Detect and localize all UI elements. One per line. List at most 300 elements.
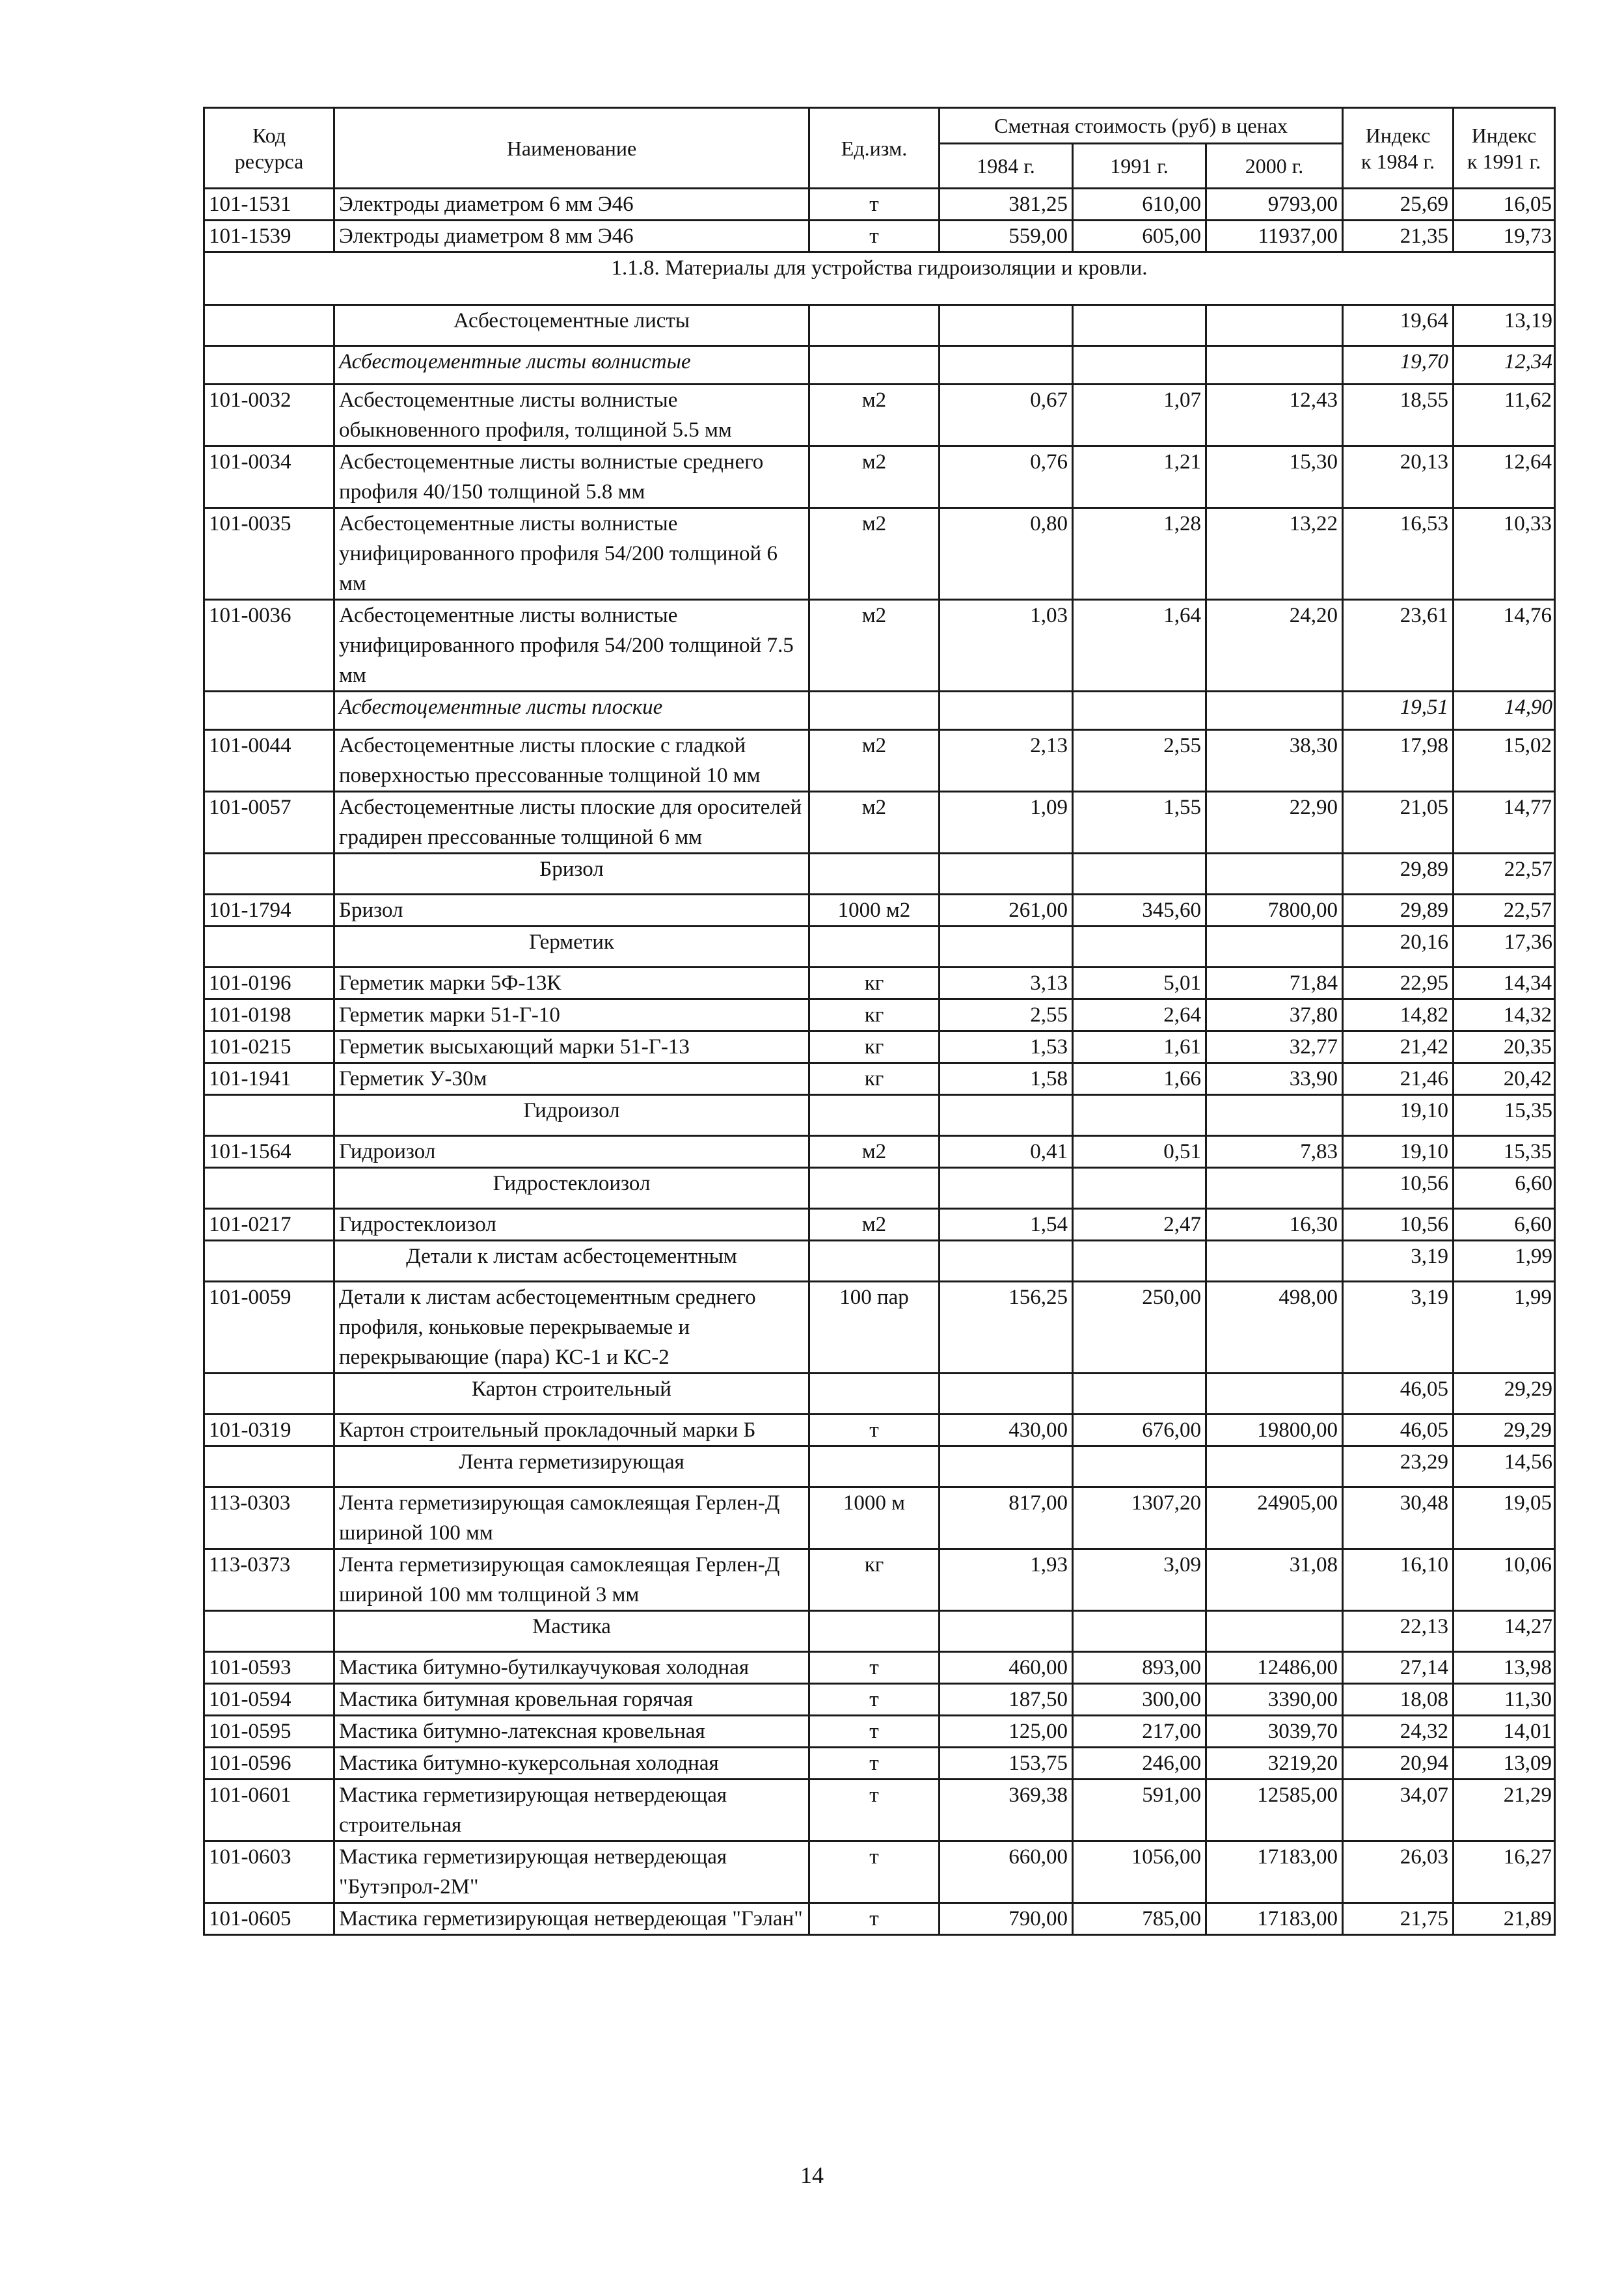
cost-1984: 2,13	[940, 730, 1073, 792]
empty-cell	[1206, 1374, 1343, 1415]
empty-cell	[1206, 854, 1343, 895]
group-index-1991: 17,36	[1454, 927, 1555, 968]
resource-code: 101-0601	[204, 1780, 334, 1841]
table-row	[204, 508, 1555, 600]
cost-1991: 1056,00	[1073, 1841, 1206, 1903]
resource-code: 101-0044	[204, 730, 334, 792]
table-row	[204, 600, 1555, 692]
group-index-1991: 14,27	[1454, 1611, 1555, 1652]
cost-1991: 893,00	[1073, 1652, 1206, 1684]
resource-code: 101-1531	[204, 189, 334, 221]
empty-cell	[940, 1611, 1073, 1652]
table-row	[204, 1748, 1555, 1780]
table-row	[204, 1780, 1555, 1841]
cost-1984: 2,55	[940, 999, 1073, 1031]
col-code-header: Код ресурса	[204, 108, 334, 189]
empty-cell	[809, 1374, 940, 1415]
index-1991: 12,64	[1454, 446, 1555, 508]
index-1991: 19,73	[1454, 221, 1555, 252]
group-index-1991: 29,29	[1454, 1374, 1555, 1415]
cost-1984: 369,38	[940, 1780, 1073, 1841]
index-1984: 20,94	[1343, 1748, 1454, 1780]
empty-cell	[809, 346, 940, 385]
cost-2000: 32,77	[1206, 1031, 1343, 1063]
cost-1991: 1,55	[1073, 792, 1206, 854]
resource-code: 101-0594	[204, 1684, 334, 1716]
index-1984: 21,46	[1343, 1063, 1454, 1095]
group-index-1984: 46,05	[1343, 1374, 1454, 1415]
empty-cell	[1073, 927, 1206, 968]
cost-1984: 187,50	[940, 1684, 1073, 1716]
cost-1991: 1,07	[1073, 385, 1206, 446]
cost-1984: 0,41	[940, 1136, 1073, 1168]
cost-1984: 790,00	[940, 1903, 1073, 1935]
group-header-row	[204, 305, 1555, 346]
index-1984: 26,03	[1343, 1841, 1454, 1903]
cost-1984: 261,00	[940, 895, 1073, 927]
empty-cell	[204, 305, 334, 346]
resource-code: 101-0217	[204, 1209, 334, 1241]
cost-1991: 1,61	[1073, 1031, 1206, 1063]
unit-of-measure: м2	[809, 508, 940, 600]
index-1984: 21,75	[1343, 1903, 1454, 1935]
unit-of-measure: 100 пар	[809, 1282, 940, 1374]
cost-2000: 33,90	[1206, 1063, 1343, 1095]
empty-cell	[1073, 1374, 1206, 1415]
group-header-row	[204, 927, 1555, 968]
empty-cell	[1073, 1241, 1206, 1282]
cost-1991: 1,21	[1073, 446, 1206, 508]
empty-cell	[204, 927, 334, 968]
index-1984: 21,35	[1343, 221, 1454, 252]
cost-2000: 9793,00	[1206, 189, 1343, 221]
cost-1991: 1,66	[1073, 1063, 1206, 1095]
cost-2000: 11937,00	[1206, 221, 1343, 252]
subgroup-title: Асбестоцементные листы волнистые	[334, 346, 809, 385]
unit-of-measure: кг	[809, 968, 940, 999]
index-1991: 15,02	[1454, 730, 1555, 792]
group-index-1991: 22,57	[1454, 854, 1555, 895]
unit-of-measure: т	[809, 221, 940, 252]
cost-1991: 605,00	[1073, 221, 1206, 252]
cost-1991: 2,47	[1073, 1209, 1206, 1241]
unit-of-measure: м2	[809, 1209, 940, 1241]
group-header-row	[204, 1241, 1555, 1282]
empty-cell	[809, 692, 940, 730]
cost-1984: 1,03	[940, 600, 1073, 692]
section-title-row	[204, 252, 1555, 305]
unit-of-measure: т	[809, 1716, 940, 1748]
subgroup-index-1984: 19,70	[1343, 346, 1454, 385]
col-unit-header: Ед.изм.	[809, 108, 940, 189]
cost-1991: 345,60	[1073, 895, 1206, 927]
index-1991: 14,77	[1454, 792, 1555, 854]
group-title: Картон строительный	[334, 1374, 809, 1415]
resource-name: Бризол	[334, 895, 809, 927]
index-1991: 10,06	[1454, 1549, 1555, 1611]
table-row	[204, 730, 1555, 792]
col-name-header: Наименование	[334, 108, 809, 189]
table-row	[204, 221, 1555, 252]
group-title: Гидроизол	[334, 1095, 809, 1136]
resource-name: Асбестоцементные листы волнистые унифицированного профиля 54/200 толщиной 6 мм	[334, 508, 809, 600]
index-1991: 14,34	[1454, 968, 1555, 999]
cost-2000: 38,30	[1206, 730, 1343, 792]
cost-1984: 1,93	[940, 1549, 1073, 1611]
index-1991: 13,09	[1454, 1748, 1555, 1780]
index-1991: 21,29	[1454, 1780, 1555, 1841]
index-1984: 14,82	[1343, 999, 1454, 1031]
empty-cell	[940, 692, 1073, 730]
cost-1991: 1,64	[1073, 600, 1206, 692]
group-index-1984: 19,64	[1343, 305, 1454, 346]
resource-name: Электроды диаметром 8 мм Э46	[334, 221, 809, 252]
resource-name: Мастика битумно-кукерсольная холодная	[334, 1748, 809, 1780]
resource-name: Мастика герметизирующая нетвердеющая "Бутэпрол-2М"	[334, 1841, 809, 1903]
index-1991: 16,05	[1454, 189, 1555, 221]
index-1984: 18,08	[1343, 1684, 1454, 1716]
unit-of-measure: м2	[809, 446, 940, 508]
index-1991: 20,35	[1454, 1031, 1555, 1063]
resource-name: Мастика битумно-латексная кровельная	[334, 1716, 809, 1748]
subgroup-index-1991: 12,34	[1454, 346, 1555, 385]
cost-2000: 24905,00	[1206, 1487, 1343, 1549]
resource-code: 101-0036	[204, 600, 334, 692]
group-title: Герметик	[334, 927, 809, 968]
subgroup-title: Асбестоцементные листы плоские	[334, 692, 809, 730]
index-1984: 22,95	[1343, 968, 1454, 999]
table-row	[204, 895, 1555, 927]
index-1984: 19,10	[1343, 1136, 1454, 1168]
resource-name: Картон строительный прокладочный марки Б	[334, 1415, 809, 1446]
resource-code: 101-0319	[204, 1415, 334, 1446]
table-row	[204, 1903, 1555, 1935]
resource-name: Гидростеклоизол	[334, 1209, 809, 1241]
table-row	[204, 1136, 1555, 1168]
empty-cell	[940, 1168, 1073, 1209]
unit-of-measure: кг	[809, 1031, 940, 1063]
resource-code: 101-1564	[204, 1136, 334, 1168]
page-number: 14	[800, 2162, 824, 2188]
resource-name: Мастика герметизирующая нетвердеющая строительная	[334, 1780, 809, 1841]
empty-cell	[1073, 1095, 1206, 1136]
cost-1984: 559,00	[940, 221, 1073, 252]
table-row	[204, 1031, 1555, 1063]
cost-1991: 2,55	[1073, 730, 1206, 792]
group-index-1984: 20,16	[1343, 927, 1454, 968]
index-1991: 19,05	[1454, 1487, 1555, 1549]
subgroup-index-1991: 14,90	[1454, 692, 1555, 730]
cost-2000: 22,90	[1206, 792, 1343, 854]
group-title: Асбестоцементные листы	[334, 305, 809, 346]
index-1984: 30,48	[1343, 1487, 1454, 1549]
cost-2000: 12585,00	[1206, 1780, 1343, 1841]
empty-cell	[809, 1241, 940, 1282]
empty-cell	[809, 1446, 940, 1487]
cost-2000: 15,30	[1206, 446, 1343, 508]
cost-1984: 660,00	[940, 1841, 1073, 1903]
index-1984: 21,05	[1343, 792, 1454, 854]
resource-name: Асбестоцементные листы плоские для оросителей градирен прессованные толщиной 6 мм	[334, 792, 809, 854]
unit-of-measure: т	[809, 1903, 940, 1935]
empty-cell	[1073, 346, 1206, 385]
cost-1991: 246,00	[1073, 1748, 1206, 1780]
group-index-1984: 29,89	[1343, 854, 1454, 895]
resource-code: 101-0215	[204, 1031, 334, 1063]
subgroup-header-row	[204, 692, 1555, 730]
group-title: Мастика	[334, 1611, 809, 1652]
table-row	[204, 968, 1555, 999]
group-index-1984: 10,56	[1343, 1168, 1454, 1209]
unit-of-measure: т	[809, 1415, 940, 1446]
empty-cell	[1206, 1611, 1343, 1652]
section-title: 1.1.8. Материалы для устройства гидроизоляции и кровли.	[204, 252, 1555, 305]
col-index-1991-header: Индекс к 1991 г.	[1454, 108, 1555, 189]
resource-code: 101-0595	[204, 1716, 334, 1748]
empty-cell	[1073, 1168, 1206, 1209]
empty-cell	[940, 1446, 1073, 1487]
cost-2000: 19800,00	[1206, 1415, 1343, 1446]
unit-of-measure: т	[809, 1652, 940, 1684]
resource-code: 101-0593	[204, 1652, 334, 1684]
group-index-1984: 23,29	[1343, 1446, 1454, 1487]
empty-cell	[940, 1241, 1073, 1282]
cost-2000: 24,20	[1206, 600, 1343, 692]
col-2000-header: 2000 г.	[1206, 144, 1343, 189]
index-1991: 10,33	[1454, 508, 1555, 600]
index-1991: 1,99	[1454, 1282, 1555, 1374]
empty-cell	[204, 692, 334, 730]
group-index-1991: 13,19	[1454, 305, 1555, 346]
empty-cell	[809, 1168, 940, 1209]
empty-cell	[204, 1168, 334, 1209]
group-header-row	[204, 1095, 1555, 1136]
table-row	[204, 999, 1555, 1031]
resource-name: Мастика битумно-бутилкаучуковая холодная	[334, 1652, 809, 1684]
index-1984: 23,61	[1343, 600, 1454, 692]
col-index-1984-header: Индекс к 1984 г.	[1343, 108, 1454, 189]
group-header-row	[204, 1611, 1555, 1652]
group-header-row	[204, 1446, 1555, 1487]
unit-of-measure: т	[809, 1780, 940, 1841]
subgroup-index-1984: 19,51	[1343, 692, 1454, 730]
cost-2000: 12486,00	[1206, 1652, 1343, 1684]
cost-2000: 7,83	[1206, 1136, 1343, 1168]
empty-cell	[809, 854, 940, 895]
table-row	[204, 1063, 1555, 1095]
cost-1991: 610,00	[1073, 189, 1206, 221]
unit-of-measure: м2	[809, 600, 940, 692]
cost-1984: 156,25	[940, 1282, 1073, 1374]
empty-cell	[1206, 692, 1343, 730]
resource-name: Мастика герметизирующая нетвердеющая "Гэлан"	[334, 1903, 809, 1935]
resource-name: Асбестоцементные листы волнистые обыкновенного профиля, толщиной 5.5 мм	[334, 385, 809, 446]
empty-cell	[204, 1374, 334, 1415]
empty-cell	[809, 305, 940, 346]
col-1984-header: 1984 г.	[940, 144, 1073, 189]
table-row	[204, 1841, 1555, 1903]
cost-1991: 217,00	[1073, 1716, 1206, 1748]
empty-cell	[204, 854, 334, 895]
table-body	[204, 189, 1555, 1935]
index-1991: 11,30	[1454, 1684, 1555, 1716]
empty-cell	[940, 1095, 1073, 1136]
group-title: Детали к листам асбестоцементным	[334, 1241, 809, 1282]
unit-of-measure: 1000 м2	[809, 895, 940, 927]
table-row	[204, 1716, 1555, 1748]
empty-cell	[1206, 346, 1343, 385]
resource-code: 101-1941	[204, 1063, 334, 1095]
empty-cell	[204, 1446, 334, 1487]
group-index-1984: 22,13	[1343, 1611, 1454, 1652]
unit-of-measure: кг	[809, 1063, 940, 1095]
empty-cell	[204, 1241, 334, 1282]
resource-name: Герметик марки 5Ф-13К	[334, 968, 809, 999]
table-row	[204, 1209, 1555, 1241]
group-index-1991: 1,99	[1454, 1241, 1555, 1282]
col-cost-group-header: Сметная стоимость (руб) в ценах	[940, 108, 1343, 144]
cost-1984: 0,80	[940, 508, 1073, 600]
col-1991-header: 1991 г.	[1073, 144, 1206, 189]
group-header-row	[204, 1168, 1555, 1209]
table-row	[204, 189, 1555, 221]
index-1984: 24,32	[1343, 1716, 1454, 1748]
resource-name: Герметик высыхающий марки 51-Г-13	[334, 1031, 809, 1063]
resource-name: Асбестоцементные листы волнистые среднего профиля 40/150 толщиной 5.8 мм	[334, 446, 809, 508]
empty-cell	[1206, 1095, 1343, 1136]
index-1991: 14,32	[1454, 999, 1555, 1031]
cost-1991: 300,00	[1073, 1684, 1206, 1716]
resource-name: Детали к листам асбестоцементным среднего профиля, коньковые перекрываемые и перекрывающие (пара) КС-1 и КС-2	[334, 1282, 809, 1374]
index-1984: 10,56	[1343, 1209, 1454, 1241]
index-1984: 16,10	[1343, 1549, 1454, 1611]
resource-code: 101-1794	[204, 895, 334, 927]
cost-2000: 71,84	[1206, 968, 1343, 999]
empty-cell	[1073, 854, 1206, 895]
unit-of-measure: 1000 м	[809, 1487, 940, 1549]
cost-1984: 817,00	[940, 1487, 1073, 1549]
resource-code: 101-0059	[204, 1282, 334, 1374]
unit-of-measure: кг	[809, 999, 940, 1031]
cost-1984: 125,00	[940, 1716, 1073, 1748]
table-row	[204, 385, 1555, 446]
empty-cell	[1073, 1446, 1206, 1487]
group-title: Лента герметизирующая	[334, 1446, 809, 1487]
resource-code: 101-1539	[204, 221, 334, 252]
index-1984: 21,42	[1343, 1031, 1454, 1063]
empty-cell	[809, 1611, 940, 1652]
index-1984: 20,13	[1343, 446, 1454, 508]
cost-2000: 3039,70	[1206, 1716, 1343, 1748]
cost-1984: 430,00	[940, 1415, 1073, 1446]
index-1991: 21,89	[1454, 1903, 1555, 1935]
empty-cell	[1073, 305, 1206, 346]
cost-1984: 0,67	[940, 385, 1073, 446]
index-1991: 6,60	[1454, 1209, 1555, 1241]
index-1984: 29,89	[1343, 895, 1454, 927]
index-1984: 17,98	[1343, 730, 1454, 792]
index-1991: 16,27	[1454, 1841, 1555, 1903]
resource-code: 101-0198	[204, 999, 334, 1031]
cost-1984: 153,75	[940, 1748, 1073, 1780]
empty-cell	[204, 346, 334, 385]
unit-of-measure: кг	[809, 1549, 940, 1611]
group-header-row	[204, 1374, 1555, 1415]
cost-2000: 12,43	[1206, 385, 1343, 446]
index-1991: 22,57	[1454, 895, 1555, 927]
resource-name: Герметик У-30м	[334, 1063, 809, 1095]
resource-price-table	[203, 107, 1556, 1936]
index-1991: 20,42	[1454, 1063, 1555, 1095]
index-1984: 34,07	[1343, 1780, 1454, 1841]
empty-cell	[940, 305, 1073, 346]
resource-name: Мастика битумная кровельная горячая	[334, 1684, 809, 1716]
table-header	[204, 108, 1555, 189]
resource-name: Асбестоцементные листы волнистые унифицированного профиля 54/200 толщиной 7.5 мм	[334, 600, 809, 692]
table-row	[204, 446, 1555, 508]
resource-name: Асбестоцементные листы плоские с гладкой поверхностью прессованные толщиной 10 мм	[334, 730, 809, 792]
empty-cell	[940, 1374, 1073, 1415]
empty-cell	[204, 1611, 334, 1652]
unit-of-measure: т	[809, 1684, 940, 1716]
cost-1984: 1,58	[940, 1063, 1073, 1095]
cost-1991: 2,64	[1073, 999, 1206, 1031]
group-title: Бризол	[334, 854, 809, 895]
table-row	[204, 1487, 1555, 1549]
unit-of-measure: м2	[809, 1136, 940, 1168]
cost-2000: 31,08	[1206, 1549, 1343, 1611]
resource-code: 101-0057	[204, 792, 334, 854]
index-1984: 25,69	[1343, 189, 1454, 221]
cost-1991: 676,00	[1073, 1415, 1206, 1446]
resource-name: Лента герметизирующая самоклеящая Герлен-Д шириной 100 мм толщиной 3 мм	[334, 1549, 809, 1611]
unit-of-measure: т	[809, 189, 940, 221]
cost-1984: 3,13	[940, 968, 1073, 999]
cost-1984: 1,54	[940, 1209, 1073, 1241]
unit-of-measure: м2	[809, 730, 940, 792]
cost-1984: 381,25	[940, 189, 1073, 221]
table-row	[204, 1282, 1555, 1374]
empty-cell	[1206, 1168, 1343, 1209]
index-1991: 14,01	[1454, 1716, 1555, 1748]
unit-of-measure: т	[809, 1748, 940, 1780]
cost-1991: 1,28	[1073, 508, 1206, 600]
empty-cell	[1206, 1241, 1343, 1282]
table-row	[204, 1549, 1555, 1611]
group-index-1991: 6,60	[1454, 1168, 1555, 1209]
cost-2000: 17183,00	[1206, 1841, 1343, 1903]
cost-2000: 498,00	[1206, 1282, 1343, 1374]
cost-2000: 3390,00	[1206, 1684, 1343, 1716]
group-title: Гидростеклоизол	[334, 1168, 809, 1209]
unit-of-measure: м2	[809, 792, 940, 854]
cost-1991: 5,01	[1073, 968, 1206, 999]
empty-cell	[1206, 927, 1343, 968]
index-1991: 13,98	[1454, 1652, 1555, 1684]
index-1984: 46,05	[1343, 1415, 1454, 1446]
resource-name: Герметик марки 51-Г-10	[334, 999, 809, 1031]
cost-2000: 13,22	[1206, 508, 1343, 600]
resource-code: 101-0034	[204, 446, 334, 508]
index-1991: 14,76	[1454, 600, 1555, 692]
resource-code: 101-0596	[204, 1748, 334, 1780]
cost-2000: 16,30	[1206, 1209, 1343, 1241]
empty-cell	[940, 346, 1073, 385]
cost-1991: 250,00	[1073, 1282, 1206, 1374]
cost-2000: 37,80	[1206, 999, 1343, 1031]
cost-1991: 0,51	[1073, 1136, 1206, 1168]
resource-name: Гидроизол	[334, 1136, 809, 1168]
